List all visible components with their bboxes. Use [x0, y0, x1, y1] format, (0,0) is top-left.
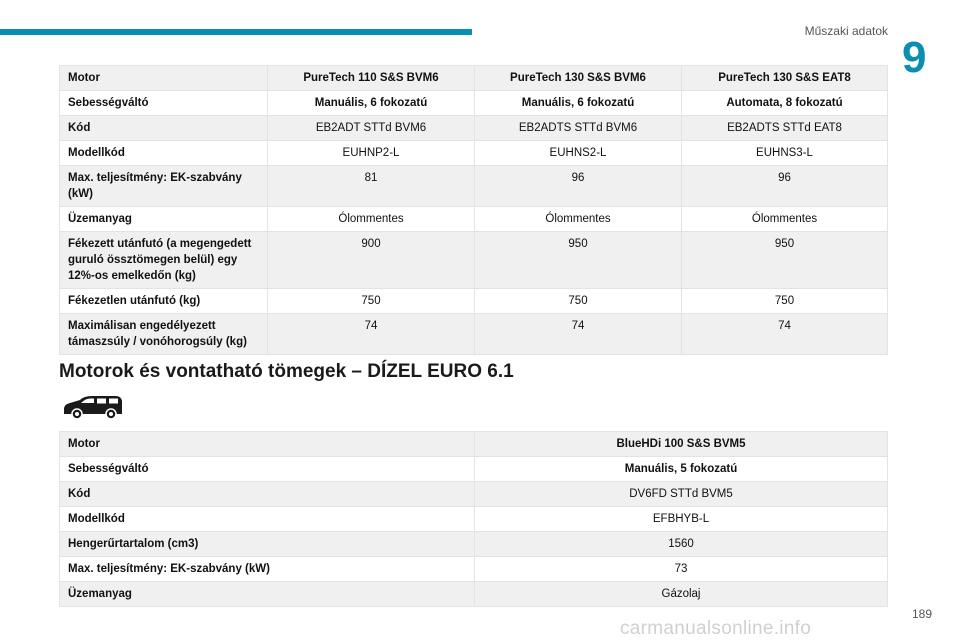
row-label: Üzemanyag [60, 207, 268, 232]
petrol-engines-table [59, 65, 888, 355]
table-row [60, 207, 888, 232]
row-label: Modellkód [60, 141, 268, 166]
cell-value: PureTech 110 S&S BVM6 [268, 66, 475, 91]
table-row [60, 289, 888, 314]
cell-value: PureTech 130 S&S EAT8 [682, 66, 888, 91]
cell-value: 900 [268, 232, 475, 289]
row-label: Sebességváltó [60, 91, 268, 116]
row-label: Üzemanyag [60, 582, 475, 607]
row-label: Motor [60, 432, 475, 457]
row-label: Kód [60, 482, 475, 507]
row-label: Hengerűrtartalom (cm3) [60, 532, 475, 557]
row-label: Max. teljesítmény: EK-szabvány (kW) [60, 166, 268, 207]
accent-bar [0, 29, 472, 35]
cell-value: DV6FD STTd BVM5 [475, 482, 888, 507]
cell-value: 96 [475, 166, 682, 207]
cell-value: EFBHYB-L [475, 507, 888, 532]
cell-value: Manuális, 6 fokozatú [268, 91, 475, 116]
cell-value: 950 [682, 232, 888, 289]
row-label: Fékezett utánfutó (a megengedett guruló össztömegen belül) egy 12%-os emelkedőn (kg) [60, 232, 268, 289]
cell-value: 96 [682, 166, 888, 207]
cell-value: 81 [268, 166, 475, 207]
cell-value: PureTech 130 S&S BVM6 [475, 66, 682, 91]
van-icon [62, 393, 124, 426]
chapter-number: 9 [902, 33, 927, 82]
row-label: Fékezetlen utánfutó (kg) [60, 289, 268, 314]
cell-value: Manuális, 5 fokozatú [475, 457, 888, 482]
cell-value: 750 [475, 289, 682, 314]
cell-value: EB2ADTS STTd EAT8 [682, 116, 888, 141]
row-label: Sebességváltó [60, 457, 475, 482]
table-row [60, 432, 888, 457]
cell-value: Manuális, 6 fokozatú [475, 91, 682, 116]
cell-value: EB2ADT STTd BVM6 [268, 116, 475, 141]
cell-value: 74 [475, 314, 682, 355]
table-row [60, 507, 888, 532]
diesel-engines-table [59, 431, 888, 607]
row-label: Max. teljesítmény: EK-szabvány (kW) [60, 557, 475, 582]
cell-value: Automata, 8 fokozatú [682, 91, 888, 116]
section-title: Műszaki adatok [804, 24, 888, 38]
table-row [60, 457, 888, 482]
cell-value: 74 [682, 314, 888, 355]
table-row [60, 141, 888, 166]
row-label: Kód [60, 116, 268, 141]
table-row [60, 532, 888, 557]
cell-value: 73 [475, 557, 888, 582]
diesel-section-heading: Motorok és vontatható tömegek – DÍZEL EURO 6.1 [59, 361, 514, 382]
cell-value: Ólommentes [475, 207, 682, 232]
cell-value: EUHNS3-L [682, 141, 888, 166]
row-label: Modellkód [60, 507, 475, 532]
cell-value: Ólommentes [682, 207, 888, 232]
cell-value: 950 [475, 232, 682, 289]
table-row [60, 116, 888, 141]
cell-value: 750 [268, 289, 475, 314]
table-row [60, 482, 888, 507]
table-row [60, 91, 888, 116]
cell-value: 750 [682, 289, 888, 314]
page-number: 189 [911, 607, 932, 621]
table-row [60, 557, 888, 582]
watermark: carmanualsonline.info [620, 618, 812, 639]
cell-value: Ólommentes [268, 207, 475, 232]
table-row [60, 232, 888, 289]
cell-value: 1560 [475, 532, 888, 557]
table-row [60, 314, 888, 355]
table-row [60, 582, 888, 607]
row-label: Motor [60, 66, 268, 91]
cell-value: Gázolaj [475, 582, 888, 607]
table-row [60, 66, 888, 91]
cell-value: EUHNS2-L [475, 141, 682, 166]
row-label: Maximálisan engedélyezett támaszsúly / vonóhorogsúly (kg) [60, 314, 268, 355]
table-row [60, 166, 888, 207]
cell-value: EUHNP2-L [268, 141, 475, 166]
cell-value: EB2ADTS STTd BVM6 [475, 116, 682, 141]
cell-value: BlueHDi 100 S&S BVM5 [475, 432, 888, 457]
cell-value: 74 [268, 314, 475, 355]
